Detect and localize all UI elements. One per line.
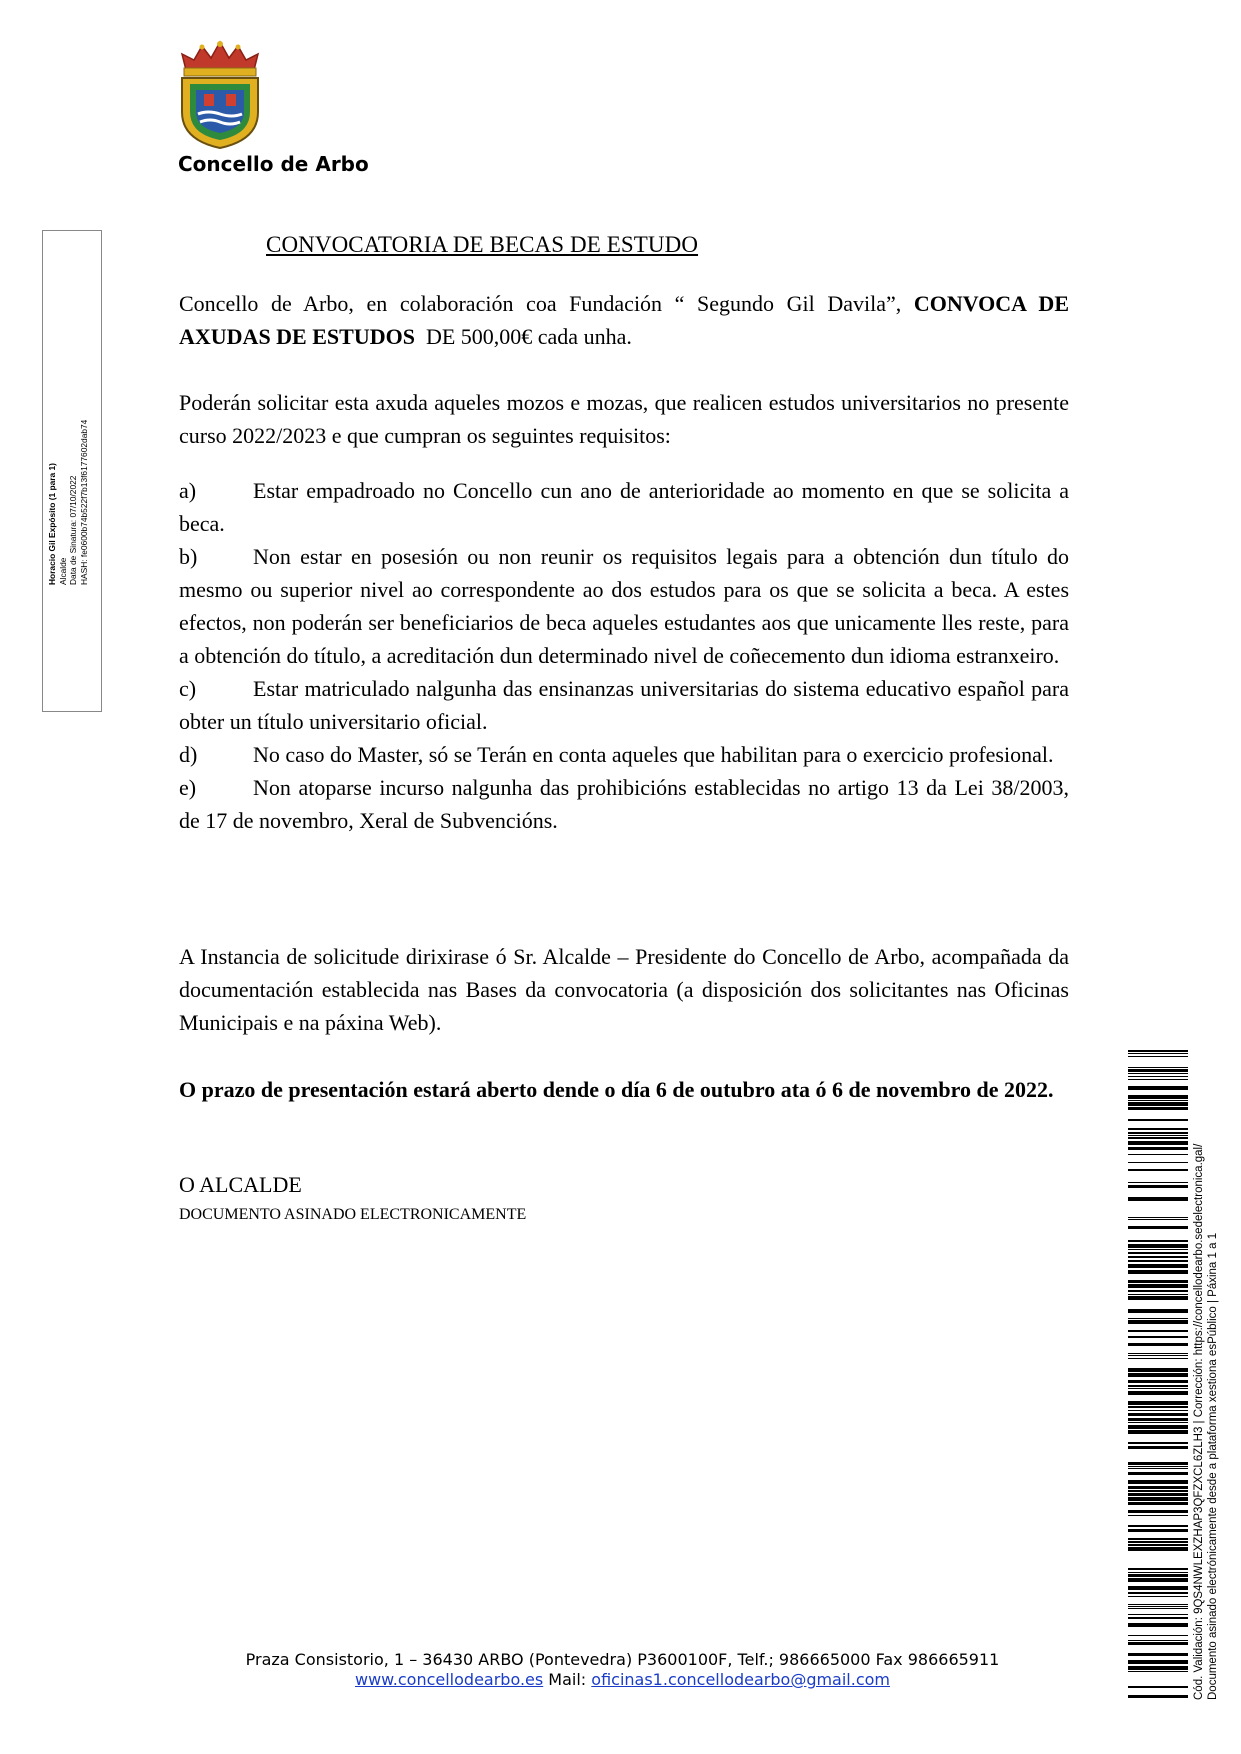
- email-link[interactable]: oficinas1.concellodearbo@gmail.com: [591, 1670, 891, 1689]
- requirement-item: [179, 771, 1069, 837]
- footer-contact: [160, 1670, 1085, 1690]
- mayor-title: O ALCALDE: [179, 1172, 302, 1197]
- signature-date: Data de Sinatura: 07/10/2022: [68, 475, 78, 585]
- validation-code: Cód. Validación: 9QS4NWLEXZHAP3QFZXCL6ZLH3 | Corrección: https://concellodearbo.sedelectronica.gal/: [1193, 1143, 1205, 1700]
- validation-text: [1192, 1040, 1226, 1700]
- requirement-text: Estar empadroado no Concello cun ano de anterioridade ao momento en que se solicita a beca.: [179, 478, 1069, 536]
- requirements-list: [179, 474, 1069, 837]
- intro-bold: CONVOCA DE AXUDAS DE ESTUDOS: [179, 291, 1069, 349]
- validation-platform: Documento asinado electrónicamente desde a plataforma xestiona esPúblico | Páxina 1 a 1: [1207, 1232, 1219, 1700]
- signature-hash: HASH: fe0600b74b522f7b13f6177602dab74: [78, 419, 89, 585]
- eligibility-paragraph: Poderán solicitar esta axuda aqueles mozos e mozas, que realicen estudos universitarios no presente curso 2022/2023 e que cumpran os seguintes requisitos:: [179, 390, 1069, 448]
- signed-note: DOCUMENTO ASINADO ELECTRONICAMENTE: [179, 1206, 527, 1223]
- footer-address: Praza Consistorio, 1 – 36430 ARBO (Pontevedra) P3600100F, Telf.; 986665000 Fax 986665911: [245, 1650, 1000, 1669]
- requirement-item: [179, 540, 1069, 672]
- requirement-text: Non estar en posesión ou non reunir os requisitos legais para a obtención dun título do mesmo ou superior nivel ao correspondente ao dos estudos para os que se solicita a beca. A estes efectos, non poderán ser beneficiarios de beca aqueles estudantes aos que unicamente lles reste, para a obtención do título, a acreditación dun determinado nivel de coñecemento dun idioma estranxeiro.: [179, 544, 1069, 668]
- website-link[interactable]: www.concellodearbo.es: [354, 1670, 544, 1689]
- coat-of-arms-icon: [174, 40, 266, 150]
- requirement-label: c): [179, 676, 197, 701]
- requirement-item: [179, 474, 1069, 540]
- deadline-paragraph: O prazo de presentación estará aberto dende o día 6 de outubro ata ó 6 de novembro de 2022.: [179, 1077, 1054, 1102]
- intro-end: DE 500,00€ cada unha.: [414, 324, 632, 349]
- mail-label: Mail:: [543, 1670, 592, 1689]
- requirement-label: a): [179, 478, 197, 503]
- document-title: CONVOCATORIA DE BECAS DE ESTUDO: [266, 232, 699, 257]
- requirement-label: d): [179, 742, 198, 767]
- signer-role: Alcalde: [57, 557, 68, 585]
- barcode-icon: [1128, 1050, 1188, 1705]
- org-name: Concello de Arbo: [178, 152, 369, 176]
- requirement-text: Estar matriculado nalgunha das ensinanzas universitarias do sistema educativo español para obter un título universitario oficial.: [179, 676, 1069, 734]
- intro-paragraph: [179, 287, 1069, 353]
- requirement-text: No caso do Master, só se Terán en conta aqueles que habilitan para o exercicio profesional.: [253, 742, 1054, 767]
- footer: [160, 1650, 1085, 1690]
- requirement-label: b): [179, 544, 198, 569]
- intro-text: Concello de Arbo, en colaboración coa Fundación “ Segundo Gil Davila”,: [179, 291, 914, 316]
- requirement-text: Non atoparse incurso nalgunha das prohibicións establecidas no artigo 13 da Lei 38/2003, de 17 de novembro, Xeral de Subvencións.: [179, 775, 1069, 833]
- signature-stamp: [47, 225, 91, 585]
- application-paragraph: A Instancia de solicitude dirixirase ó Sr. Alcalde – Presidente do Concello de Arbo, acompañada da documentación establecida nas Bases da convocatoria (a disposición dos solicitantes nas Oficinas Municipais e na páxina Web).: [179, 944, 1069, 1035]
- requirement-label: e): [179, 775, 197, 800]
- signer-name: Horacio Gil Expósito (1 para 1): [47, 463, 57, 585]
- requirement-item: [179, 672, 1069, 738]
- requirement-item: [179, 738, 1069, 771]
